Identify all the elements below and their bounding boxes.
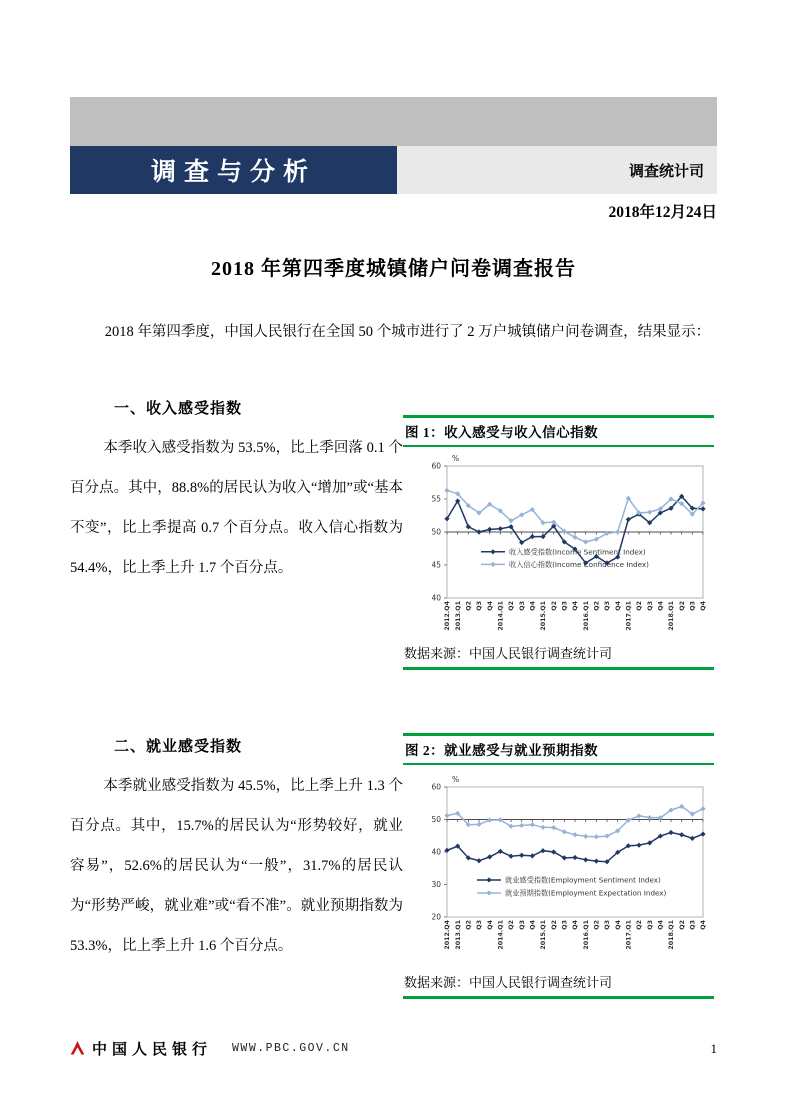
svg-text:就业预期指数(Employment Expectation: 就业预期指数(Employment Expectation Index) [505,888,667,898]
svg-text:Q3: Q3 [646,601,654,611]
svg-text:Q4: Q4 [614,601,622,611]
pbc-logo-icon [70,1041,85,1056]
svg-text:Q4: Q4 [529,920,537,930]
income-index-chart [403,449,710,641]
intro-paragraph: 2018 年第四季度，中国人民银行在全国 50 个城市进行了 2 万户城镇储户问卷调查，结果显示： [104,324,711,340]
svg-text:收入信心指数(Income Confidence Index: 收入信心指数(Income Confidence Index) [509,559,649,569]
svg-text:2016.Q1: 2016.Q1 [582,601,590,631]
svg-text:Q2: Q2 [636,601,644,611]
masthead-title: 调查与分析 [150,158,316,186]
employment-index-chart [403,767,710,970]
svg-text:Q2: Q2 [636,920,644,930]
masthead-department-strip [397,146,717,194]
svg-text:2017.Q1: 2017.Q1 [625,920,633,950]
figure-2-title: 图 2：就业感受与就业预期指数 [403,733,714,765]
svg-text:Q3: Q3 [689,601,697,611]
svg-text:Q2: Q2 [593,601,601,611]
svg-text:Q4: Q4 [657,920,665,930]
svg-text:就业感受指数(Employment Sentiment In: 就业感受指数(Employment Sentiment Index) [505,875,661,885]
svg-text:Q3: Q3 [561,920,569,930]
footer-url: WWW.PBC.GOV.CN [232,1042,350,1055]
svg-text:Q2: Q2 [678,601,686,611]
footer-bank-name: 中国人民银行 [92,1042,213,1058]
masthead-title-box [70,146,397,194]
figure-2 [403,733,714,999]
svg-text:Q3: Q3 [689,920,697,930]
figure-1-source: 数据来源：中国人民银行调查统计司 [403,641,714,670]
svg-text:Q4: Q4 [486,920,494,930]
svg-text:Q4: Q4 [529,601,537,611]
masthead-gray-band [70,97,717,146]
svg-text:2016.Q1: 2016.Q1 [582,920,590,950]
svg-text:2015.Q1: 2015.Q1 [540,920,548,950]
svg-text:Q2: Q2 [550,601,558,611]
svg-text:Q2: Q2 [678,920,686,930]
svg-text:45: 45 [431,560,441,570]
svg-text:2015.Q1: 2015.Q1 [540,601,548,631]
svg-text:2013.Q1: 2013.Q1 [454,920,462,950]
svg-text:Q2: Q2 [465,920,473,930]
svg-text:Q3: Q3 [518,920,526,930]
svg-text:2017.Q1: 2017.Q1 [625,601,633,631]
svg-text:Q2: Q2 [465,601,473,611]
svg-text:60: 60 [431,782,441,792]
svg-text:2014.Q1: 2014.Q1 [497,920,505,950]
svg-text:Q4: Q4 [572,601,580,611]
svg-text:2012.Q4: 2012.Q4 [444,920,452,950]
svg-text:Q3: Q3 [646,920,654,930]
svg-text:Q3: Q3 [604,920,612,930]
svg-text:2018.Q1: 2018.Q1 [668,601,676,631]
svg-text:%: % [452,454,460,463]
svg-text:Q2: Q2 [508,920,516,930]
svg-text:2014.Q1: 2014.Q1 [497,601,505,631]
svg-text:收入感受指数(Income Sentiment Index): 收入感受指数(Income Sentiment Index) [509,547,646,557]
svg-text:%: % [452,775,460,784]
figure-1 [403,415,714,670]
svg-text:Q4: Q4 [486,601,494,611]
svg-text:Q3: Q3 [476,920,484,930]
svg-text:2018.Q1: 2018.Q1 [668,920,676,950]
svg-text:40: 40 [431,847,441,857]
section-employment-heading: 二、就业感受指数 [114,739,243,755]
section-employment [70,735,403,966]
report-title: 2018 年第四季度城镇储户问卷调查报告 [211,258,576,280]
svg-text:Q4: Q4 [657,601,665,611]
svg-text:60: 60 [431,461,441,471]
svg-text:20: 20 [431,912,441,922]
svg-text:Q4: Q4 [572,920,580,930]
report-date: 2018年12月24日 [608,204,717,221]
svg-text:50: 50 [431,815,441,825]
section-income-heading: 一、收入感受指数 [114,401,243,417]
svg-text:Q3: Q3 [476,601,484,611]
section-employment-body: 本季就业感受指数为 45.5%，比上季上升 1.3 个百分点。其中，15.7%的居民认为“形势较好，就业容易”，52.6%的居民认为“一般”，31.7%的居民认为“形势严峻，就业难”或“看不准”。就业预期指数为 53.3%，比上季上升 1.6 个百分点。 [70,778,403,954]
section-income-body: 本季收入感受指数为 53.5%，比上季回落 0.1 个百分点。其中，88.8%的居民认为收入“增加”或“基本不变”，比上季提高 0.7 个百分点。收入信心指数为 54.4%，比上季上升 1.7 个百分点。 [70,440,403,576]
figure-1-title: 图 1：收入感受与收入信心指数 [403,415,714,447]
figure-2-source: 数据来源：中国人民银行调查统计司 [403,970,714,999]
page-footer [70,1038,717,1059]
svg-text:30: 30 [431,880,441,890]
svg-text:2012.Q4: 2012.Q4 [444,601,452,631]
masthead-department: 调查统计司 [628,163,704,180]
svg-text:Q2: Q2 [593,920,601,930]
svg-text:Q4: Q4 [614,920,622,930]
svg-text:2013.Q1: 2013.Q1 [454,601,462,631]
svg-text:Q3: Q3 [604,601,612,611]
svg-text:55: 55 [431,494,441,504]
svg-text:Q4: Q4 [700,601,708,611]
svg-text:Q2: Q2 [550,920,558,930]
svg-text:40: 40 [431,593,441,603]
svg-text:Q4: Q4 [700,920,708,930]
page-number: 1 [710,1040,717,1056]
svg-text:Q3: Q3 [518,601,526,611]
svg-text:Q3: Q3 [561,601,569,611]
svg-text:Q2: Q2 [508,601,516,611]
svg-text:50: 50 [431,527,441,537]
section-income [70,397,403,588]
